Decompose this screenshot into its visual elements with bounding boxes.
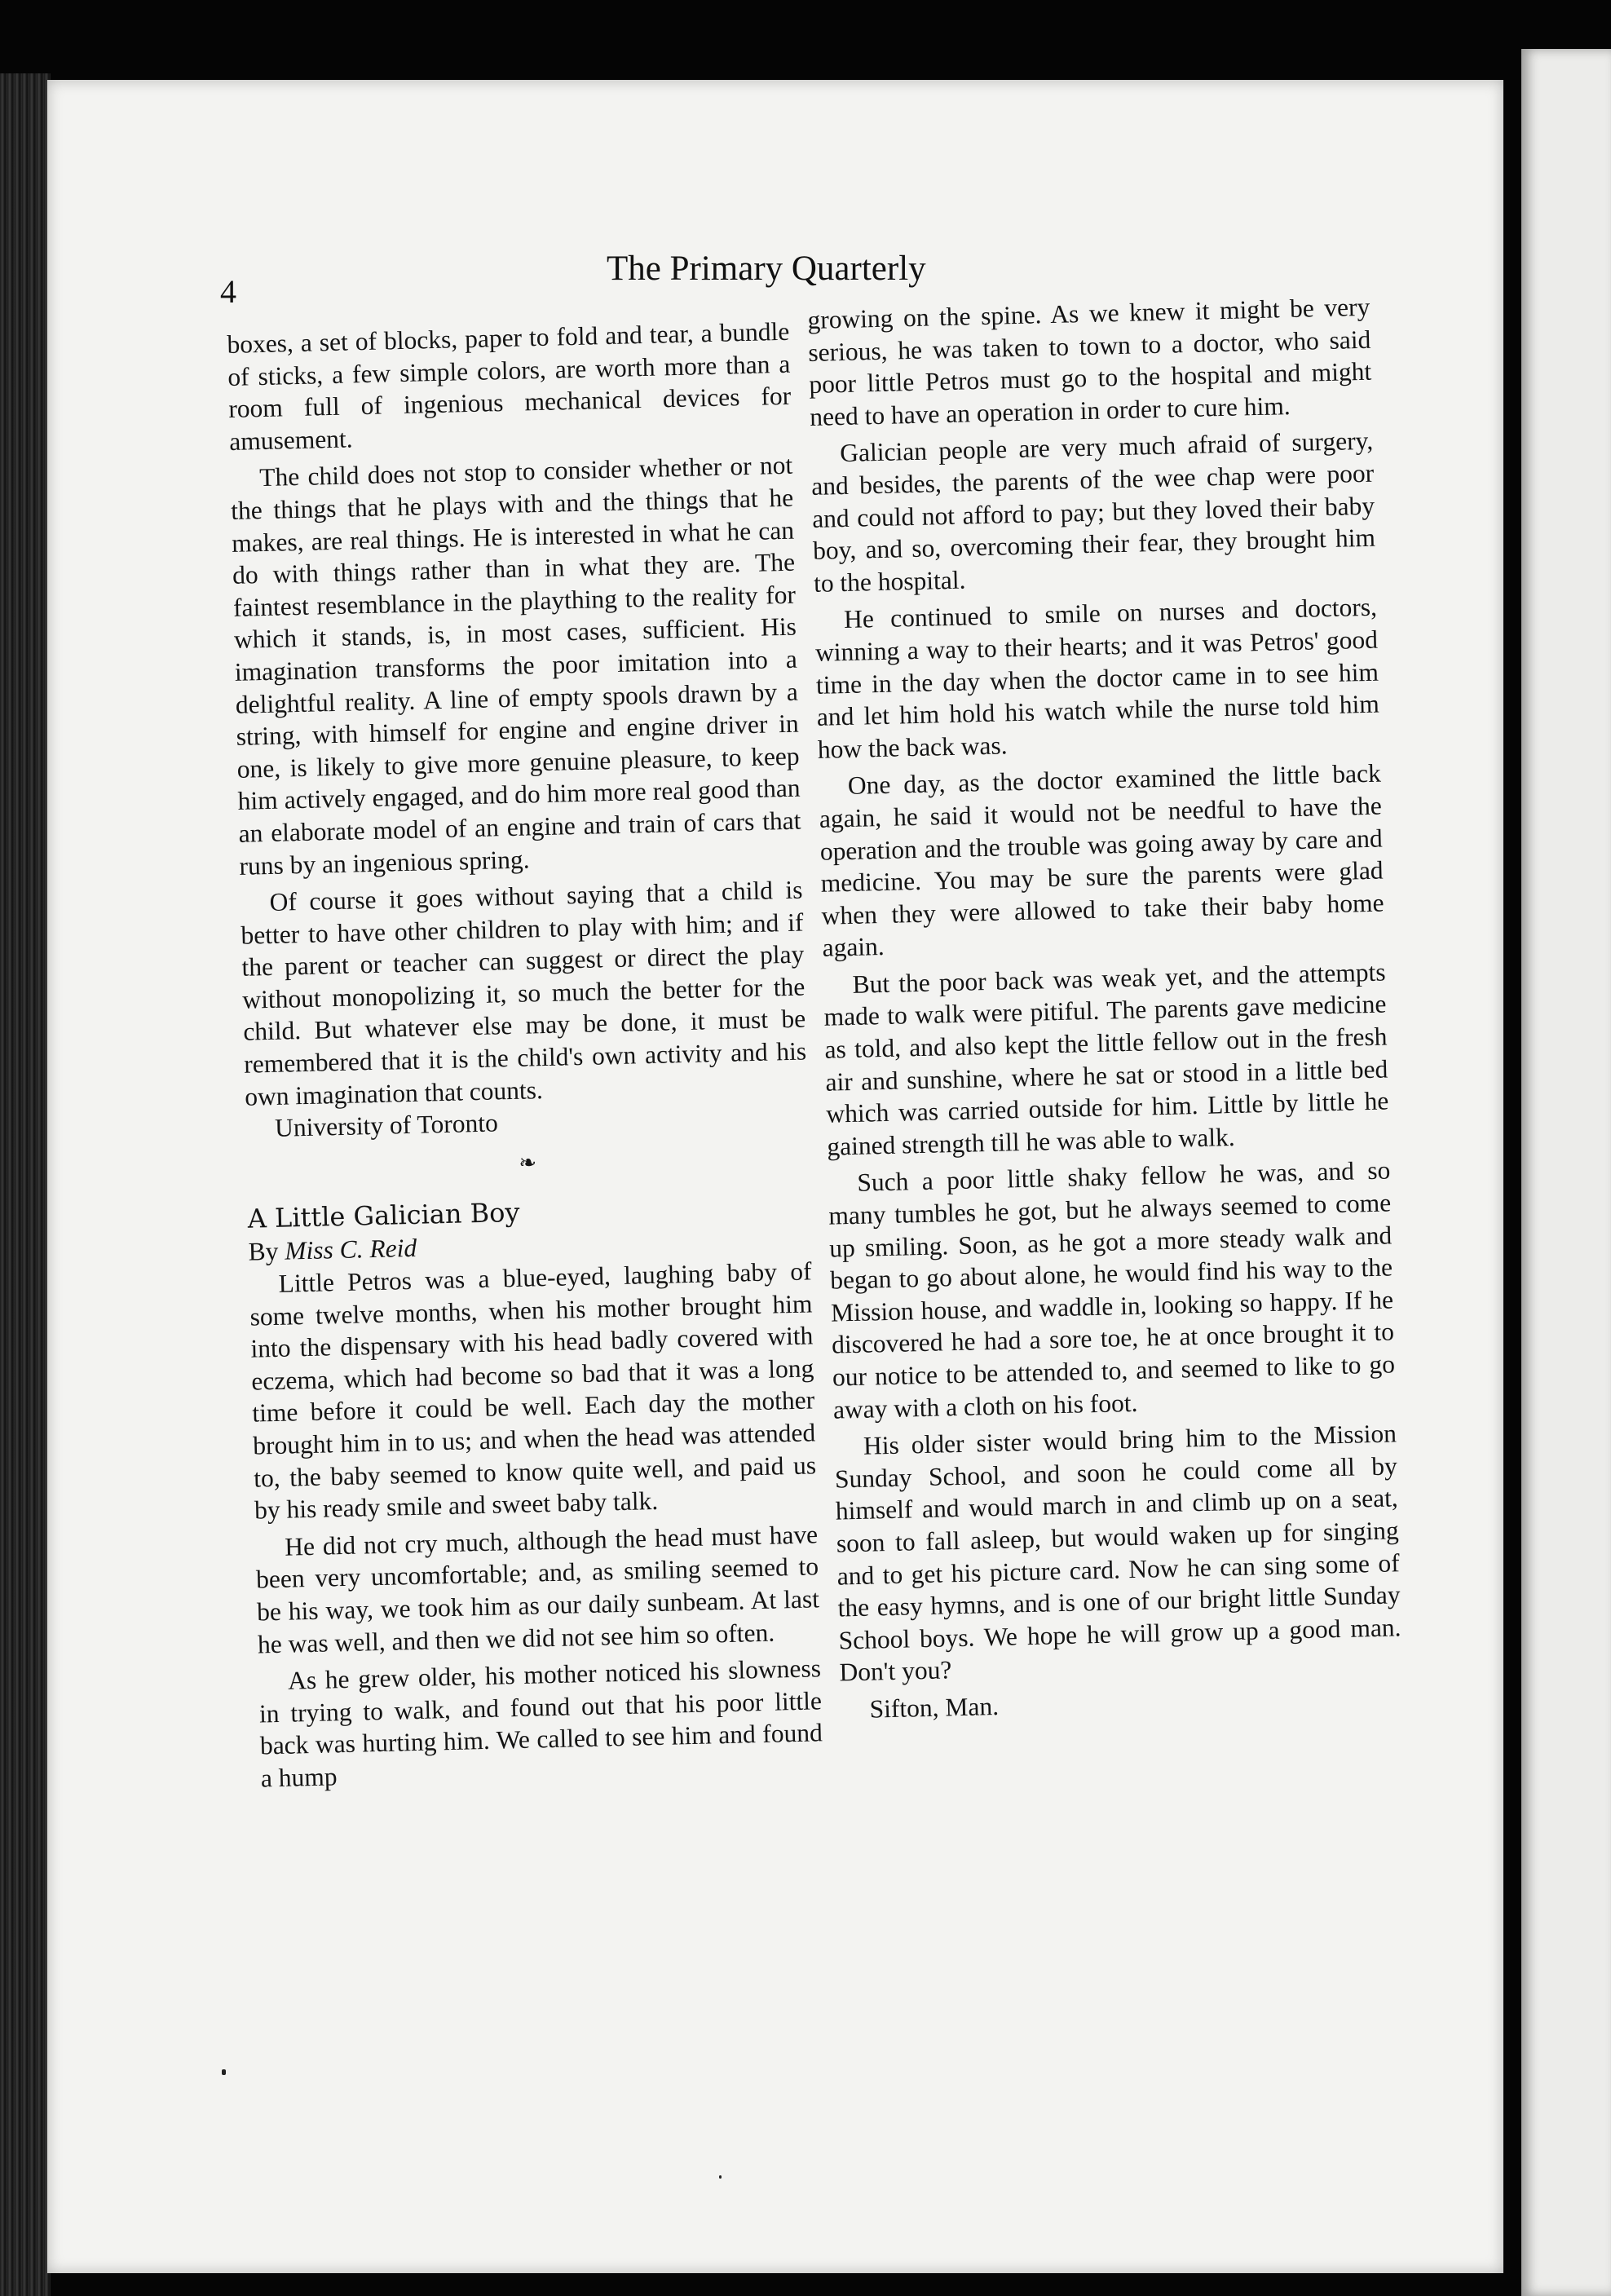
next-page-edge [1521, 49, 1611, 2296]
right-paragraph-7: His older sister would bring him to the Mission Sunday School, and soon he could come all by himself and would march in and climb up on a seat, soon to fall asleep, but would waken up for singing and to get his picture card. Now he can sing some of the easy hymns, and is one of our bright little Sunday School boys. We hope he will grow up a good man. Don't you? [834, 1419, 1401, 1687]
left-paragraph-1: boxes, a set of blocks, paper to fold and tear, a bundle of sticks, a few simple colors, are worth more than a room full of ingenious mechanical devices for amusement. [227, 316, 792, 456]
left-paragraph-2: The child does not stop to consider whether or not the things that he plays with and the things that he makes, are real things. He is interested in what he can do with things rather than in what they are. The faintest resemblance in the plaything to the reality for which it stands, is, in most cases, sufficient. His imagination transforms the poor imitation into a delightful reality. A line of empty spools drawn by a string, with himself for engine and engine driver in one, is likely to give more genuine pleasure, to keep him actively engaged, and do him more real good than an elaborate model of an engine and train of cars that runs by an ingenious spring. [230, 451, 801, 881]
left-signoff: University of Toronto [274, 1108, 499, 1143]
scan-speck [222, 2069, 226, 2075]
article-paragraph-1: Little Petros was a blue-eyed, laughing baby of some twelve months, when his mother brought him into the dispensary with his head badly covered with eczema, which had become so bad that it was a long time before it could be well. Each day the mother brought him in to us; and when the head was attended to, the baby seemed to know quite well, and paid us by his ready smile and sweet baby talk. [249, 1256, 817, 1525]
scan-speck [719, 2175, 722, 2179]
page-number: 4 [220, 273, 236, 310]
article-paragraph-3: As he grew older, his mother noticed his slowness in trying to walk, and found out that his poor little back was hurting him. We called to see him and found a hump [258, 1654, 823, 1793]
article-paragraph-2: He did not cry much, although the head must have been very uncomfortable; and, as smiling seemed to be his way, we took him as our daily sunbeam. At last he was well, and then we did not see him so often. [255, 1520, 820, 1659]
section-ornament: ❧ [518, 1150, 537, 1175]
byline-prefix: By [248, 1237, 279, 1267]
right-paragraph-3: He continued to smile on nurses and doctors, winning a way to their hearts; and it was Petros' good time in the day when the doctor came in to see him and let him hold his watch while the nurse told him how the back was. [814, 592, 1380, 764]
right-paragraph-4: One day, as the doctor examined the little back again, he said it would not be needful to have the operation and the trouble was going away by care and medicine. You may be sure the parents were glad when they were allowed to take their baby home again. [819, 758, 1384, 963]
book-binding [0, 73, 51, 2296]
right-paragraph-2: Galician people are very much afraid of surgery, and besides, the parents of the wee chap were poor and could not afford to pay; but they loved their baby boy, and so, overcoming their fear, they brought him to the hospital. [810, 426, 1376, 598]
left-paragraph-3: Of course it goes without saying that a child is better to have other children to play with him; and if the parent or teacher can suggest or direct the play without monopolizing it, so much the better for the child. But whatever else may be done, it must be remembered that it is the child's own activity and his own imagination that counts. [241, 875, 807, 1111]
left-column [227, 316, 823, 1795]
byline-author: Miss C. Reid [284, 1234, 417, 1266]
right-paragraph-6: Such a poor little shaky fellow he was, and so many tumbles he got, but he always seemed to come up smiling. Soon, as he got a more steady walk and began to go about alone, he would find his way to the Mission house, and waddle in, looking so happy. If he discovered he had a sore toe, he at once brought it to our notice to be attended to, and seemed to like to go away with a cloth on his foot. [828, 1155, 1396, 1424]
running-head: The Primary Quarterly [607, 249, 926, 288]
article-title: A Little Galician Boy [247, 1197, 520, 1235]
right-paragraph-1: growing on the spine. As we knew it might be very serious, he was taken to town to a doctor, who said poor little Petros must go to the hospital and might need to have an operation in order to cure him. [807, 292, 1372, 431]
right-signoff: Sifton, Man. [869, 1691, 1000, 1724]
right-paragraph-5: But the poor back was weak yet, and the attempts made to walk were pitiful. The parents gave medicine as told, and also kept the little fellow out in the fresh air and sunshine, where he sat or stood in a little bed which was carried outside for him. Little by little he gained strength till he was able to walk. [823, 957, 1389, 1161]
right-column [807, 291, 1403, 1726]
